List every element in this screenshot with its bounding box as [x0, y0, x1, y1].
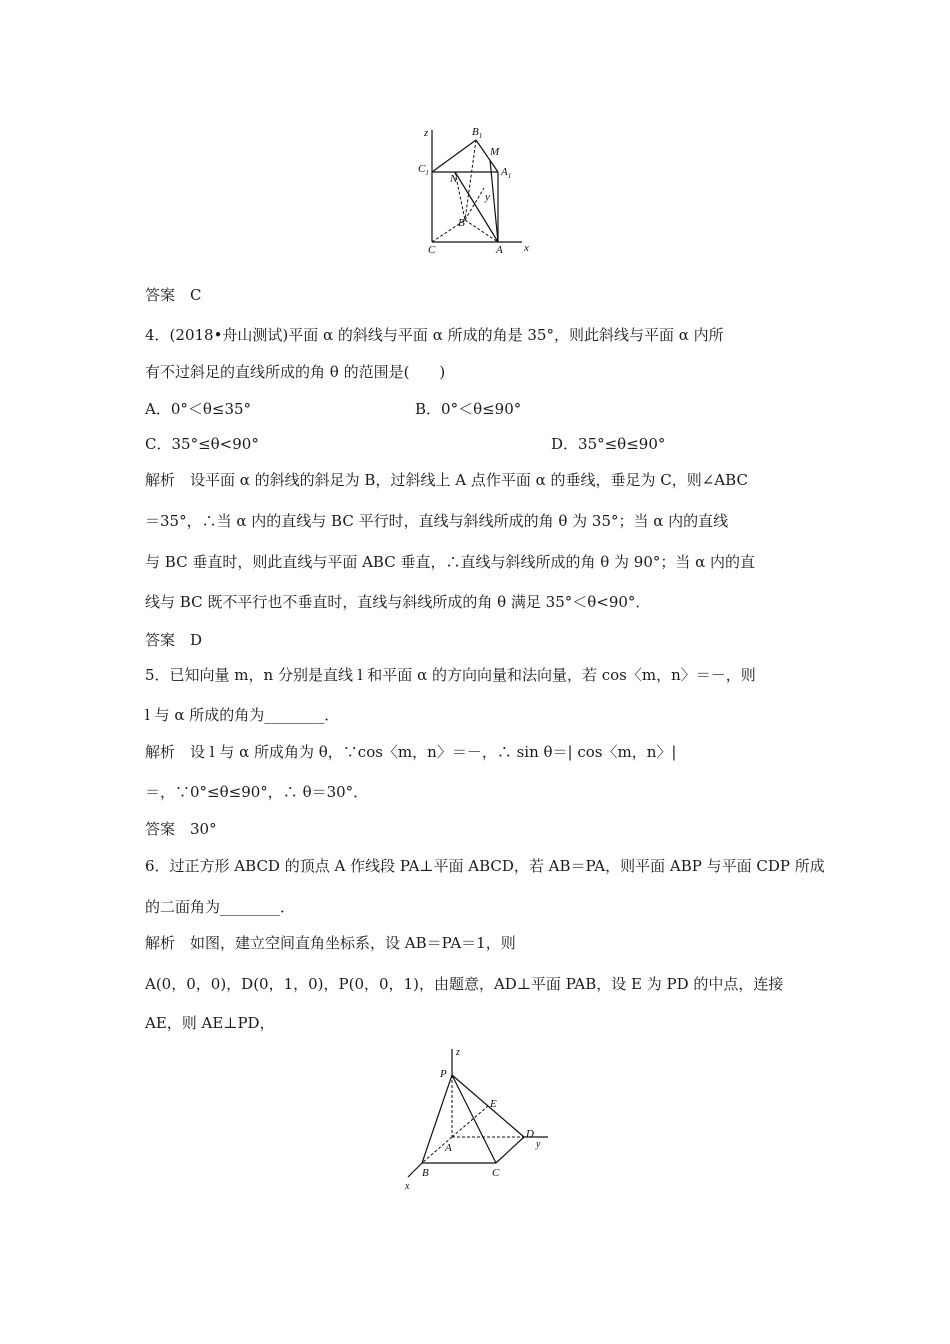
- q5-line1: 5．已知向量 m，n 分别是直线 l 和平面 α 的方向向量和法向量，若 cos〈m，n〉＝－，则: [145, 666, 756, 684]
- label-y: y: [485, 191, 490, 203]
- q4-solution-line4: 线与 BC 既不平行也不垂直时，直线与斜线所成的角 θ 满足 35°＜θ<90°．: [145, 593, 651, 611]
- label-M: M: [490, 146, 500, 158]
- label-x: x: [405, 1181, 410, 1192]
- q4-solution-line3: 与 BC 垂直时，则此直线与平面 ABC 垂直，∴直线与斜线所成的角 θ 为 90°；当 α 内的直: [145, 553, 756, 571]
- q4-option-c: C．35°≤θ<90°: [145, 435, 259, 453]
- label-x: x: [524, 242, 529, 254]
- q5-line2: l 与 α 所成的角为________．: [145, 706, 340, 724]
- label-C: C: [492, 1167, 500, 1179]
- label-N: N: [450, 173, 458, 185]
- prism-figure: [410, 122, 540, 254]
- label-C1: $C_1$: [418, 163, 429, 177]
- q4-line2: 有不过斜足的直线所成的角 θ 的范围是( ): [145, 363, 446, 381]
- pyramid-figure: [400, 1045, 560, 1195]
- label-A1: $A_1$: [501, 166, 512, 180]
- label-E: E: [490, 1098, 497, 1110]
- q6-solution-line1: 解析 如图，建立空间直角坐标系，设 AB＝PA＝1，则: [145, 934, 516, 952]
- label-y: y: [536, 1139, 541, 1150]
- label-B: B: [458, 217, 465, 229]
- answer-3: 答案 C: [145, 286, 202, 304]
- label-A: A: [496, 244, 503, 254]
- q4-answer: 答案 D: [145, 631, 203, 649]
- q5-solution-line2: ＝，∵0°≤θ≤90°，∴ θ＝30°．: [145, 783, 369, 801]
- q4-option-b: B．0°＜θ≤90°: [415, 400, 522, 418]
- q6-line2: 的二面角为________．: [145, 898, 296, 916]
- label-B1: $B_1$: [472, 126, 483, 140]
- q4-option-d: D．35°≤θ≤90°: [551, 435, 666, 453]
- q4-option-a: A．0°＜θ≤35°: [145, 400, 252, 418]
- label-z: z: [456, 1047, 460, 1058]
- q4-line1: 4．(2018•舟山测试)平面 α 的斜线与平面 α 所成的角是 35°，则此斜线与平面 α 内所: [145, 326, 724, 344]
- q5-answer: 答案 30°: [145, 820, 217, 838]
- q6-solution-line2: A(0，0，0)，D(0，1，0)，P(0，0，1)，由题意，AD⊥平面 PAB，设 E 为 PD 的中点，连接: [145, 975, 784, 993]
- label-P: P: [440, 1068, 447, 1080]
- label-C: C: [428, 244, 436, 254]
- q5-solution-line1: 解析 设 l 与 α 所成角为 θ，∵cos〈m，n〉＝－，∴ sin θ＝| cos〈m，n〉|: [145, 743, 677, 761]
- label-B: B: [422, 1167, 429, 1179]
- label-z: z: [424, 127, 429, 139]
- q6-solution-line3: AE，则 AE⊥PD，: [145, 1014, 275, 1032]
- label-D: D: [526, 1128, 534, 1140]
- q4-solution-line2: ＝35°，∴当 α 内的直线与 BC 平行时，直线与斜线所成的角 θ 为 35°；当 α 内的直线: [145, 512, 729, 530]
- q4-solution-line1: 解析 设平面 α 的斜线的斜足为 B，过斜线上 A 点作平面 α 的垂线，垂足为 C，则∠ABC: [145, 471, 748, 489]
- q6-line1: 6．过正方形 ABCD 的顶点 A 作线段 PA⊥平面 ABCD，若 AB＝PA，则平面 ABP 与平面 CDP 所成: [145, 857, 825, 875]
- label-A: A: [445, 1142, 452, 1154]
